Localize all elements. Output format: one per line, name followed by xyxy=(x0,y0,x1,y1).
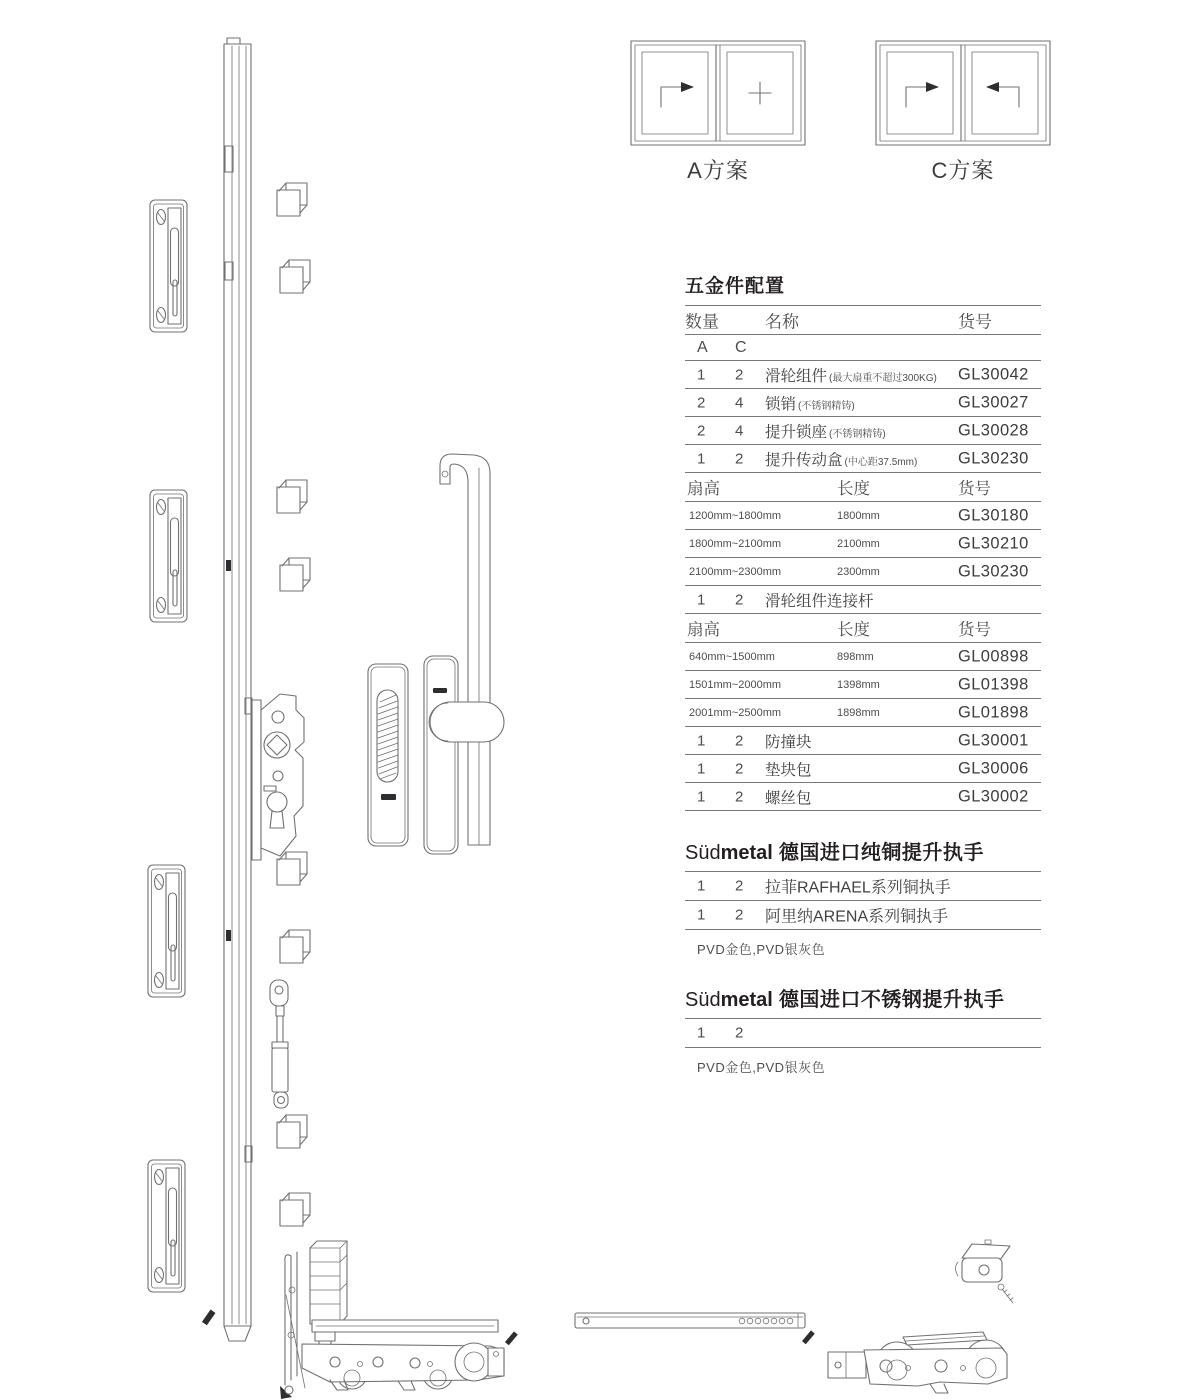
qty-c-value: 2 xyxy=(735,591,744,608)
table-row xyxy=(685,1019,1041,1048)
sash-height-range: 2001mm~2500mm xyxy=(689,706,782,719)
brass-handle-section xyxy=(685,836,1041,958)
window-plan-c-diagram xyxy=(876,41,1050,145)
item-code: GL30001 xyxy=(958,731,1029,749)
anti-collision-block-drawing xyxy=(277,183,307,216)
header-name: 名称 xyxy=(765,312,799,332)
anti-collision-block-drawing xyxy=(277,480,307,513)
anti-collision-block-drawing xyxy=(280,1193,310,1226)
table-row xyxy=(685,502,1041,530)
item-name: 阿里纳ARENA系列铜执手 xyxy=(765,908,949,926)
bar-length: 1898mm xyxy=(837,706,880,719)
item-code: GL30042 xyxy=(958,365,1029,383)
table-row xyxy=(685,727,1041,755)
table-row xyxy=(685,417,1041,445)
lift-rail-drawing xyxy=(202,38,252,1341)
item-code: GL00898 xyxy=(958,647,1029,665)
table-row xyxy=(685,586,1041,614)
qty-c-value: 2 xyxy=(735,760,744,777)
item-name: 垫块包 xyxy=(765,761,812,779)
sash-height-range: 1200mm~1800mm xyxy=(689,509,782,522)
stainless-finish-note: PVD金色,PVD银灰色 xyxy=(697,1060,826,1075)
qty-a-value: 1 xyxy=(697,877,706,895)
brand-logo: Süd xyxy=(685,989,721,1011)
item-name: 提升传动盒 (中心距37.5mm) xyxy=(765,451,918,469)
hardware-spec-table xyxy=(685,271,1041,811)
item-note: (不锈钢精铸) xyxy=(798,400,855,412)
qty-c-value: 2 xyxy=(735,906,744,924)
stainless-handle-section xyxy=(685,983,1041,1076)
qty-c-value: 2 xyxy=(735,877,744,895)
table-row xyxy=(685,614,1041,643)
table-row xyxy=(685,473,1041,502)
qty-a-value: 1 xyxy=(697,760,706,777)
anti-collision-block-drawing xyxy=(277,852,307,885)
anti-collision-block-drawing xyxy=(280,930,310,963)
qty-c-value: 2 xyxy=(735,732,744,749)
subheader-height: 扇高 xyxy=(687,480,720,498)
table-row xyxy=(685,699,1041,727)
item-code: GL30230 xyxy=(958,449,1029,467)
qty-a-value: 1 xyxy=(697,788,706,805)
qty-col-a: A xyxy=(697,338,708,356)
item-code: GL30006 xyxy=(958,759,1029,777)
table-row xyxy=(685,445,1041,473)
table-title: 五金件配置 xyxy=(685,271,1041,306)
qty-col-c: C xyxy=(735,338,747,356)
plan-a-label: A方案 xyxy=(687,158,749,183)
item-name: 锁销 (不锈钢精铸) xyxy=(765,395,855,413)
item-code: GL01398 xyxy=(958,675,1029,693)
qty-column-row xyxy=(685,335,1041,361)
item-code: GL30027 xyxy=(958,393,1029,411)
qty-c-value: 2 xyxy=(735,788,744,805)
bar-length: 898mm xyxy=(837,650,874,663)
item-note: (不锈钢精铸) xyxy=(829,428,886,440)
sash-height-range: 2100mm~2300mm xyxy=(689,565,782,578)
table-row xyxy=(685,389,1041,417)
item-name: 螺丝包 xyxy=(765,789,812,807)
header-code: 货号 xyxy=(958,312,992,332)
qty-c-value: 2 xyxy=(735,1024,744,1042)
brass-finish-note: PVD金色,PVD银灰色 xyxy=(697,942,826,957)
qty-c-value: 4 xyxy=(735,394,744,411)
lock-keeper-drawing xyxy=(150,490,187,622)
stainless-section-title: Südmetal 德国进口不锈钢提升执手 xyxy=(685,983,1041,1019)
item-name: 提升锁座 (不锈钢精铸) xyxy=(765,423,886,441)
item-code: GL01898 xyxy=(958,703,1029,721)
spec-table-rows xyxy=(685,361,1041,811)
subheader-code: 货号 xyxy=(958,480,991,498)
lift-handle-drawing xyxy=(424,454,504,854)
damper-drawing xyxy=(270,980,288,1108)
qty-a-value: 2 xyxy=(697,394,706,411)
table-row xyxy=(685,901,1041,930)
brass-rows xyxy=(685,872,1041,930)
table-row xyxy=(685,671,1041,699)
qty-a-value: 1 xyxy=(697,450,706,467)
table-row xyxy=(685,783,1041,811)
brand-logo: Süd xyxy=(685,842,721,864)
subheader-length: 长度 xyxy=(837,621,870,639)
table-row xyxy=(685,643,1041,671)
bar-length: 2300mm xyxy=(837,565,880,578)
qty-c-value: 2 xyxy=(735,450,744,467)
brass-section-title: Südmetal 德国进口纯铜提升执手 xyxy=(685,836,1041,872)
sash-height-range: 1501mm~2000mm xyxy=(689,678,782,691)
table-row xyxy=(685,530,1041,558)
bar-length: 2100mm xyxy=(837,537,880,550)
item-code: GL30230 xyxy=(958,562,1029,580)
plan-c-label: C方案 xyxy=(931,158,995,183)
item-note: (最大扇重不超过300KG) xyxy=(829,372,937,384)
item-note: (中心距37.5mm) xyxy=(844,456,918,468)
item-code: GL30002 xyxy=(958,787,1029,805)
table-row xyxy=(685,558,1041,586)
qty-c-value: 2 xyxy=(735,366,744,383)
end-cap-part-drawing xyxy=(956,1240,1014,1303)
qty-a-value: 1 xyxy=(697,906,706,924)
bar-length: 1398mm xyxy=(837,678,880,691)
lock-keeper-drawing xyxy=(150,200,187,332)
stainless-rows xyxy=(685,1019,1041,1048)
anti-collision-block-drawing xyxy=(280,260,310,293)
outside-pull-drawing xyxy=(368,664,408,846)
lock-keeper-drawing xyxy=(148,865,185,997)
qty-a-value: 1 xyxy=(697,1024,706,1042)
item-code: GL30028 xyxy=(958,421,1029,439)
table-row xyxy=(685,361,1041,389)
sash-height-range: 1800mm~2100mm xyxy=(689,537,782,550)
corner-drive-drawing xyxy=(280,1241,518,1399)
item-name: 拉菲RAFHAEL系列铜执手 xyxy=(765,879,951,897)
item-code: GL30180 xyxy=(958,506,1029,524)
gearbox-drawing xyxy=(252,694,304,860)
connecting-rod-drawing xyxy=(575,1313,815,1344)
item-name: 滑轮组件 (最大扇重不超过300KG) xyxy=(765,367,937,385)
item-code: GL30210 xyxy=(958,534,1029,552)
qty-a-value: 1 xyxy=(697,366,706,383)
window-plan-a-diagram xyxy=(631,41,805,145)
anti-collision-block-drawing xyxy=(277,1115,307,1148)
qty-a-value: 2 xyxy=(697,422,706,439)
table-row xyxy=(685,755,1041,783)
table-header-row xyxy=(685,306,1041,335)
bar-length: 1800mm xyxy=(837,509,880,522)
qty-a-value: 1 xyxy=(697,732,706,749)
header-qty: 数量 xyxy=(685,312,719,332)
anti-collision-block-drawing xyxy=(280,558,310,591)
subheader-height: 扇高 xyxy=(687,621,720,639)
qty-a-value: 1 xyxy=(697,591,706,608)
subheader-length: 长度 xyxy=(837,480,870,498)
table-row xyxy=(685,872,1041,901)
lock-keeper-drawing xyxy=(148,1160,185,1292)
subheader-code: 货号 xyxy=(958,621,991,639)
item-name: 防撞块 xyxy=(765,733,812,751)
roller-assembly-drawing xyxy=(828,1332,1007,1393)
item-name: 滑轮组件连接杆 xyxy=(765,592,874,610)
sash-height-range: 640mm~1500mm xyxy=(689,650,775,663)
qty-c-value: 4 xyxy=(735,422,744,439)
